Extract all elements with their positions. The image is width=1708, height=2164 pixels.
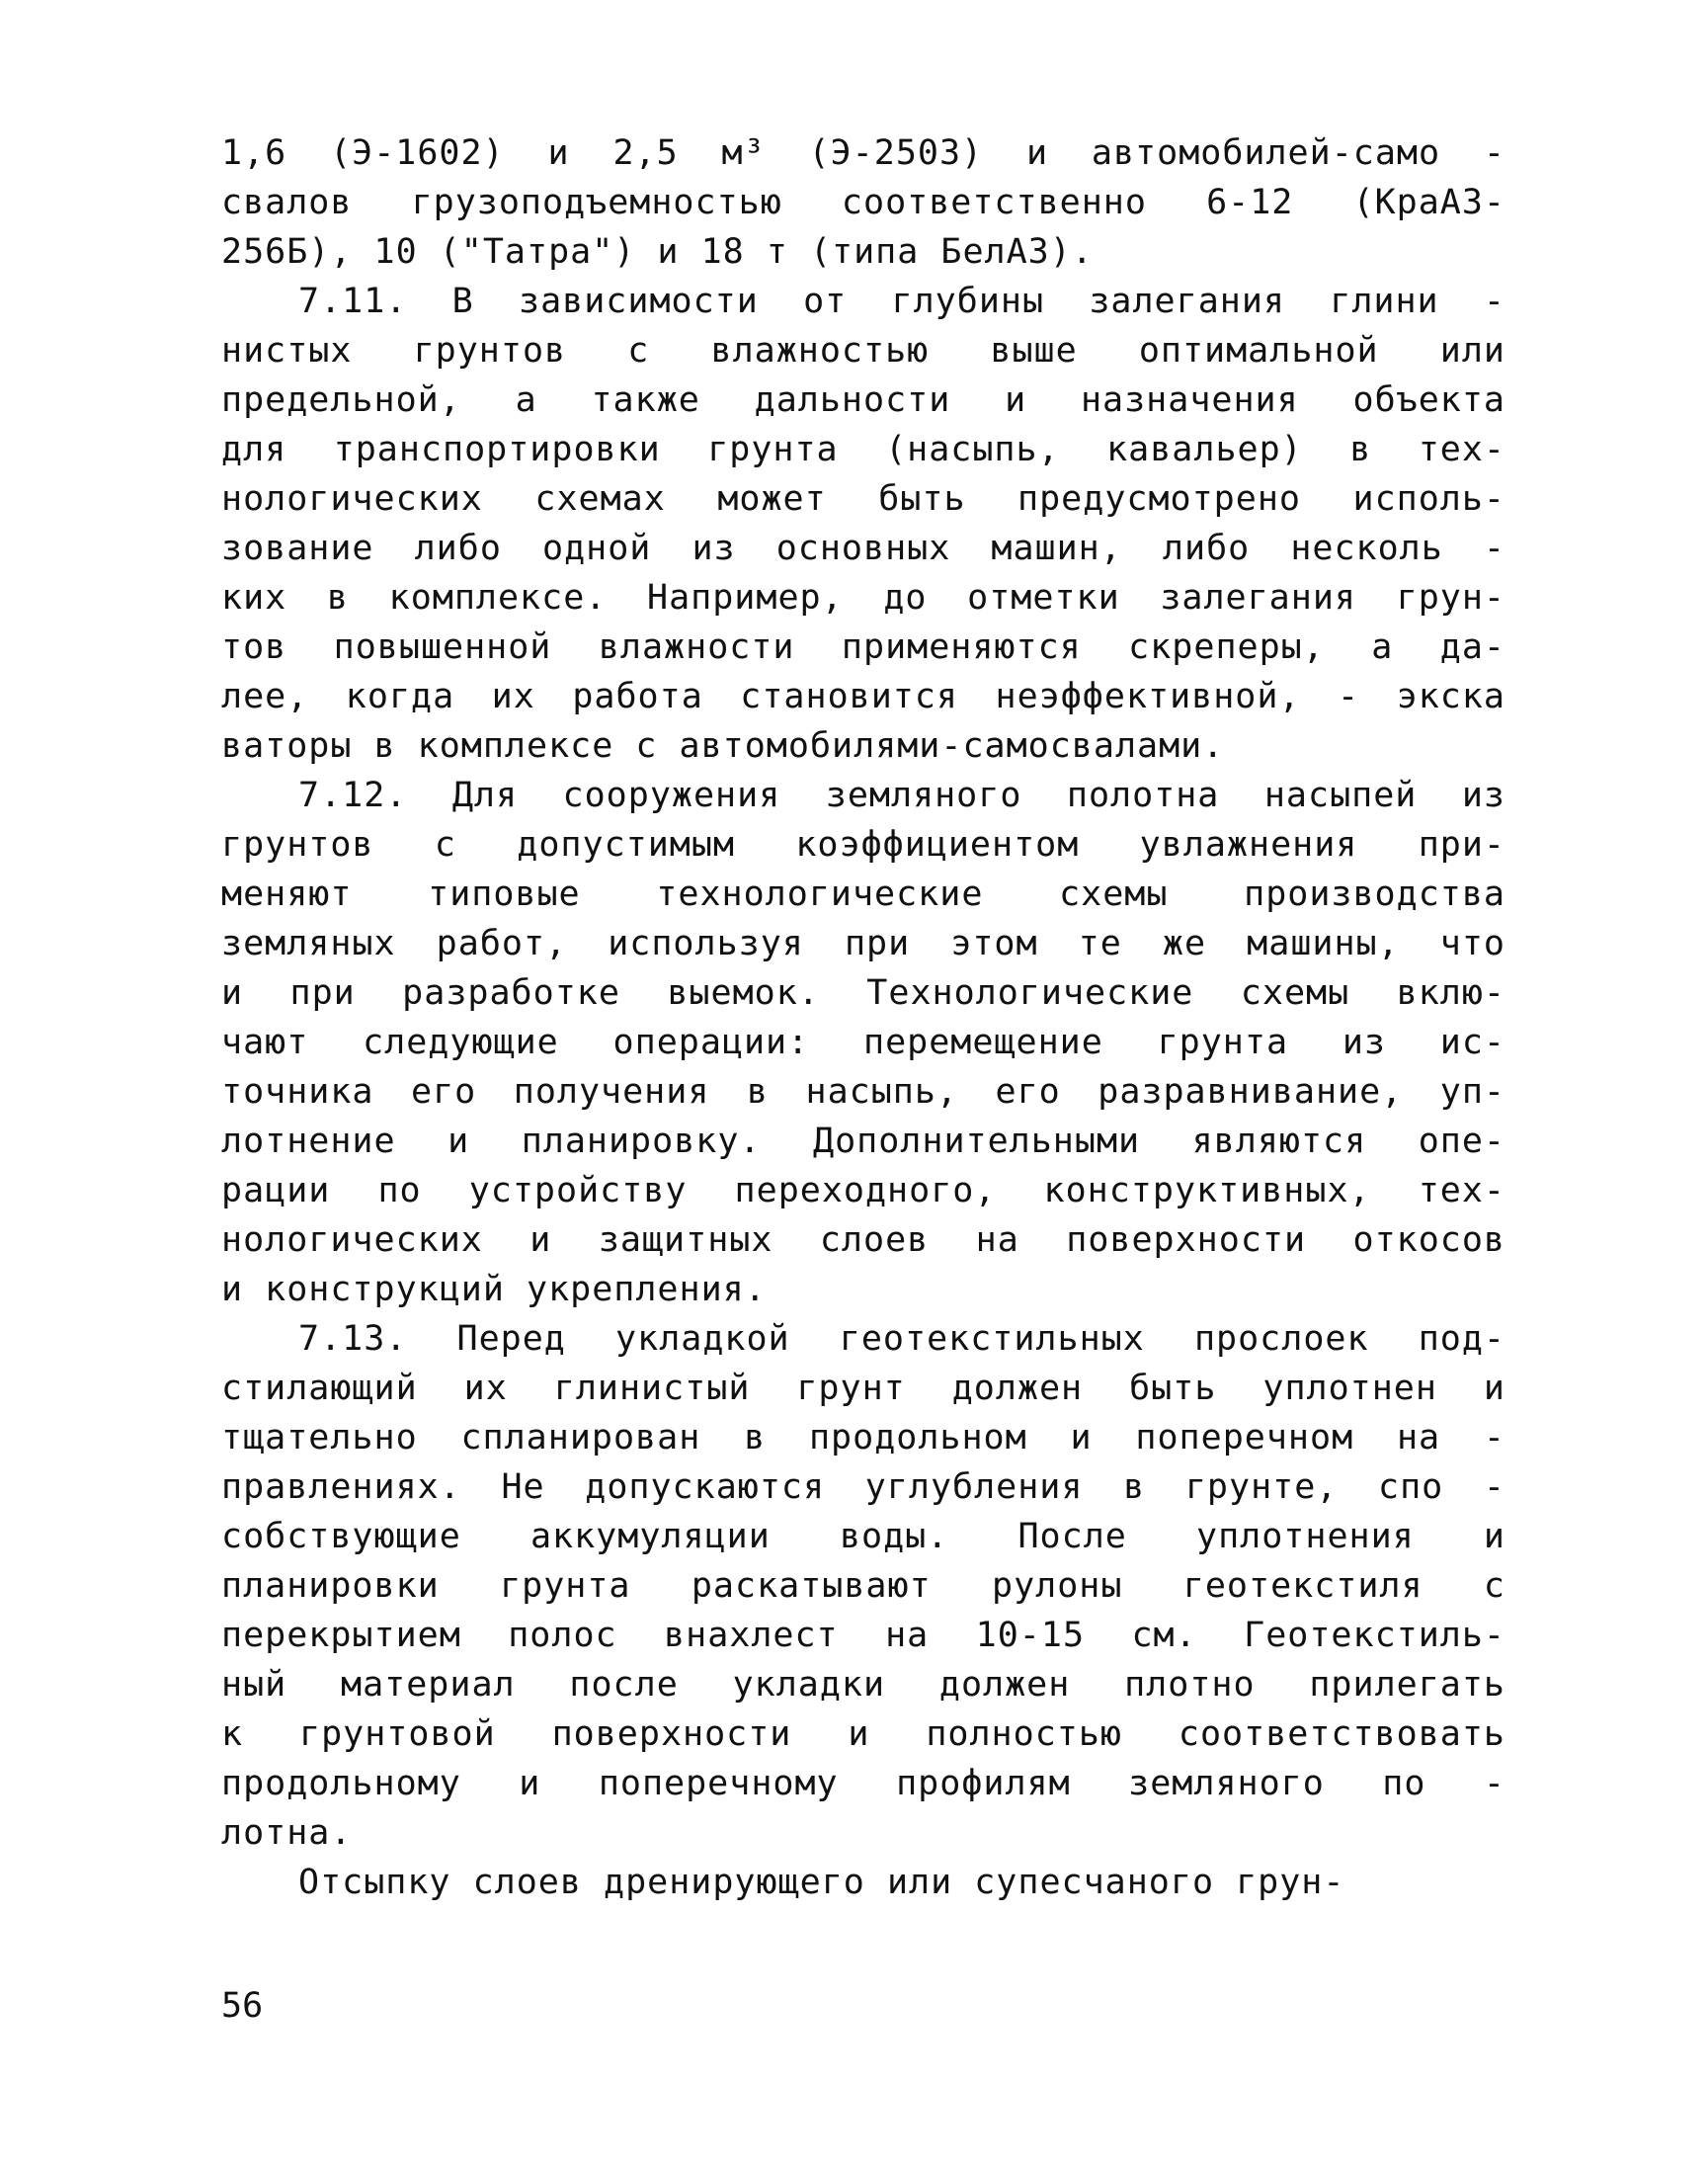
text-line: ный материал после укладки должен плотно прилегать [221, 1665, 1505, 1705]
text-line: правлениях. Не допускаются углубления в грунте, спо - [221, 1467, 1505, 1507]
text-line: к грунтовой поверхности и полностью соответствовать [221, 1714, 1505, 1754]
text-line: меняют типовые технологические схемы производства [221, 874, 1505, 914]
text-line: ваторы в комплексе с автомобилями-самосвалами. [221, 726, 1225, 766]
section-7-11-heading-line: 7.11. В зависимости от глубины залегания глини - [298, 282, 1505, 321]
text-line: лотнение и планировку. Дополнительными являются опе- [221, 1122, 1505, 1161]
text-line: собствующие аккумуляции воды. После уплотнения и [221, 1517, 1505, 1556]
text-line: нологических схемах может быть предусмотрено исполь- [221, 479, 1505, 519]
section-7-12-heading-line: 7.12. Для сооружения земляного полотна насыпей из [298, 776, 1505, 815]
text-line: свалов грузоподъемностью соответственно 6-12 (КраАЗ- [221, 183, 1505, 222]
text-line: чают следующие операции: перемещение грунта из ис- [221, 1023, 1505, 1062]
text-line: зование либо одной из основных машин, либо несколь - [221, 529, 1505, 568]
text-line: земляных работ, используя при этом те же машины, что [221, 924, 1505, 963]
text-line: и конструкций укрепления. [221, 1270, 767, 1309]
text-line: ких в комплексе. Например, до отметки залегания грун- [221, 578, 1505, 618]
text-line: грунтов с допустимым коэффициентом увлажнения при- [221, 825, 1505, 865]
text-line: предельной, а также дальности и назначения объекта [221, 380, 1505, 420]
text-line: стилающий их глинистый грунт должен быть уплотнен и [221, 1369, 1505, 1408]
text-line: продольному и поперечному профилям земляного по - [221, 1764, 1505, 1803]
text-line: перекрытием полос внахлест на 10-15 см. Геотекстиль- [221, 1616, 1505, 1655]
text-line: нистых грунтов с влажностью выше оптимальной или [221, 331, 1505, 371]
text-line: лее, когда их работа становится неэффективной, - экска [221, 677, 1505, 716]
text-line: рации по устройству переходного, конструктивных, тех- [221, 1171, 1505, 1210]
body-text [221, 128, 1505, 1907]
text-line: тов повышенной влажности применяются скреперы, а да- [221, 627, 1505, 667]
text-line: и при разработке выемок. Технологические схемы вклю- [221, 973, 1505, 1013]
text-line: 256Б), 10 ("Татра") и 18 т (типа БелАЗ). [221, 232, 1094, 272]
text-line: нологических и защитных слоев на поверхности откосов [221, 1220, 1505, 1260]
page-number: 56 [221, 1986, 264, 2026]
text-line: тщательно спланирован в продольном и поперечном на - [221, 1418, 1505, 1457]
text-line: точника его получения в насыпь, его разравнивание, уп- [221, 1072, 1505, 1112]
text-line: планировки грунта раскатывают рулоны геотекстиля с [221, 1566, 1505, 1606]
text-line: лотна. [221, 1813, 353, 1853]
paragraph-start-line: Отсыпку слоев дренирующего или супесчаного грун- [298, 1863, 1345, 1902]
text-line: для транспортировки грунта (насыпь, кавальер) в тех- [221, 430, 1505, 469]
section-7-13-heading-line: 7.13. Перед укладкой геотекстильных прослоек под- [298, 1319, 1505, 1359]
text-line: 1,6 (Э-1602) и 2,5 м³ (Э-2503) и автомобилей-само - [221, 133, 1505, 173]
